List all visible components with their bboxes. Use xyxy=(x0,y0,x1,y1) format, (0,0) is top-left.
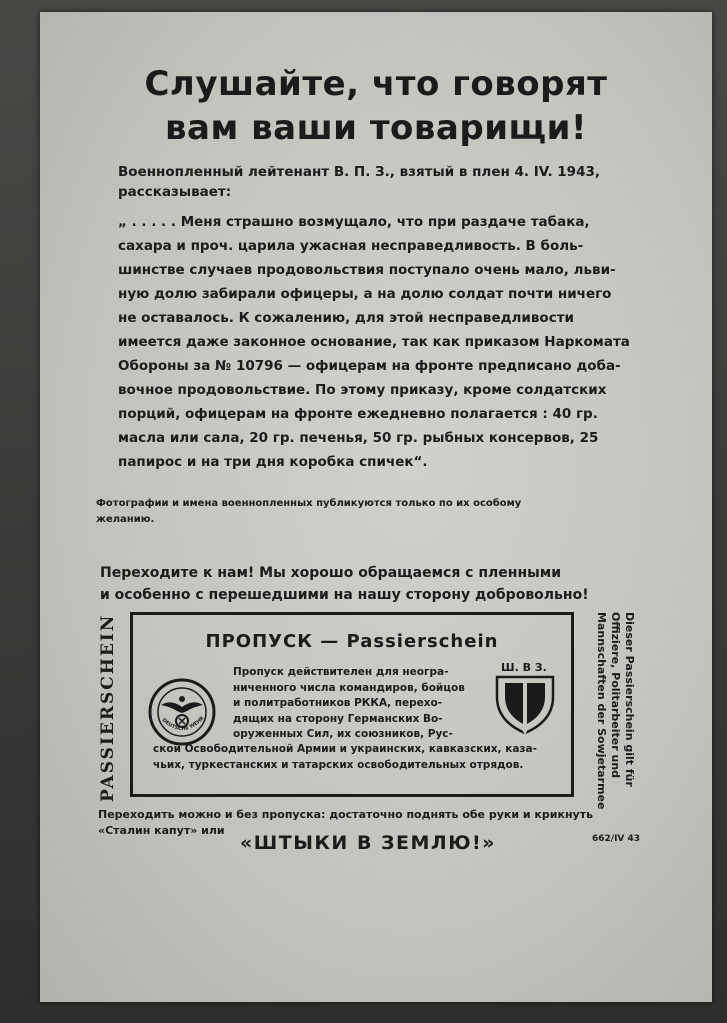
print-code: 662/IV 43 xyxy=(592,834,641,844)
intro-text xyxy=(118,162,638,202)
wehrmacht-eagle-emblem xyxy=(147,677,217,751)
quote-line: имеется даже законное основание, так как приказом Наркомата xyxy=(118,334,630,350)
note-line-2: желанию. xyxy=(96,514,155,525)
shield-emblem-label: Ш. В З. xyxy=(501,661,547,674)
eagle-emblem-icon xyxy=(147,677,217,747)
quote-line: ную долю забирали офицеры, а на долю солдат почти ничего xyxy=(118,286,612,302)
pass-text-line: ниченного числа командиров, бойцов xyxy=(233,681,465,694)
shield-sword-icon xyxy=(493,657,557,737)
shield-emblem xyxy=(493,657,557,741)
quote-line: вочное продовольствие. По этому приказу, кроме солдатских xyxy=(118,382,607,398)
pass-text-line: дящих на сторону Германских Во- xyxy=(233,712,443,725)
leaflet-sheet xyxy=(40,12,712,1002)
pass-text-line: и политработников РККА, перехо- xyxy=(233,697,443,709)
pass-text-line: чьих, туркестанских и татарских освободительных отрядов. xyxy=(153,758,524,771)
come-over-appeal xyxy=(100,562,670,606)
german-note-line: Dieser Passierschein gilt für xyxy=(623,612,636,787)
instruction-line-2: «Сталин капут» или xyxy=(98,824,225,837)
pass-text-block-2 xyxy=(153,742,563,773)
pass-text-line: Пропуск действителен для неогра- xyxy=(233,666,449,678)
quote-line: папирос и на три дня коробка спичек“. xyxy=(118,454,428,470)
pass-box xyxy=(130,612,574,797)
passierschein-vertical-label: PASSIERSCHEIN xyxy=(98,613,118,802)
pass-text-line: ской Освободительной Армии и украинских, кавказских, каза- xyxy=(153,743,537,755)
german-note-line: Offiziere, Politarbeiter und xyxy=(609,612,622,779)
intro-line-1: Военнопленный лейтенант В. П. З., взятый в плен 4. IV. 1943, xyxy=(118,164,600,180)
quote-line: „ . . . . . Меня страшно возмущало, что при раздаче табака, xyxy=(118,214,590,230)
pass-title: ПРОПУСК — Passierschein xyxy=(205,631,499,652)
quote-line: масла или сала, 20 гр. печенья, 50 гр. рыбных консервов, 25 xyxy=(118,430,599,446)
quote-line: Обороны за № 10796 — офицерам на фронте предписано доба- xyxy=(118,358,621,374)
prisoner-quote xyxy=(118,210,643,474)
german-vertical-note xyxy=(594,612,636,809)
quote-line: порций, офицерам на фронте ежедневно полагается : 40 гр. xyxy=(118,406,598,422)
quote-line: не оставалось. К сожалению, для этой несправедливости xyxy=(118,310,574,326)
instruction-line-1: Переходить можно и без пропуска: достаточно поднять обе руки и крикнуть xyxy=(98,808,594,821)
headline-line-1: Слушайте, что говорят xyxy=(144,64,608,104)
german-note-line: Mannschaften der Sowjetarmee xyxy=(595,612,608,810)
photo-note xyxy=(96,496,666,528)
pass-text-block xyxy=(233,665,468,743)
quote-line: сахара и проч. царила ужасная несправедливость. В боль- xyxy=(118,238,584,254)
quote-line: шинстве случаев продовольствия поступало очень мало, льви- xyxy=(118,262,616,278)
headline-line-2: вам ваши товарищи! xyxy=(165,108,587,148)
pass-text-line: оруженных Сил, их союзников, Рус- xyxy=(233,728,453,740)
emblem-caption: DEUTSCHE WEHR xyxy=(160,715,206,733)
note-line-1: Фотографии и имена военнопленных публикуются только по их особому xyxy=(96,498,522,509)
appeal-line-2: и особенно с перешедшими на нашу сторону добровольно! xyxy=(100,587,589,603)
bayonets-slogan: «ШТЫКИ В ЗЕМЛЮ!» xyxy=(240,832,496,854)
intro-line-2: рассказывает: xyxy=(118,184,232,200)
appeal-line-1: Переходите к нам! Мы хорошо обращаемся с пленными xyxy=(100,565,562,581)
